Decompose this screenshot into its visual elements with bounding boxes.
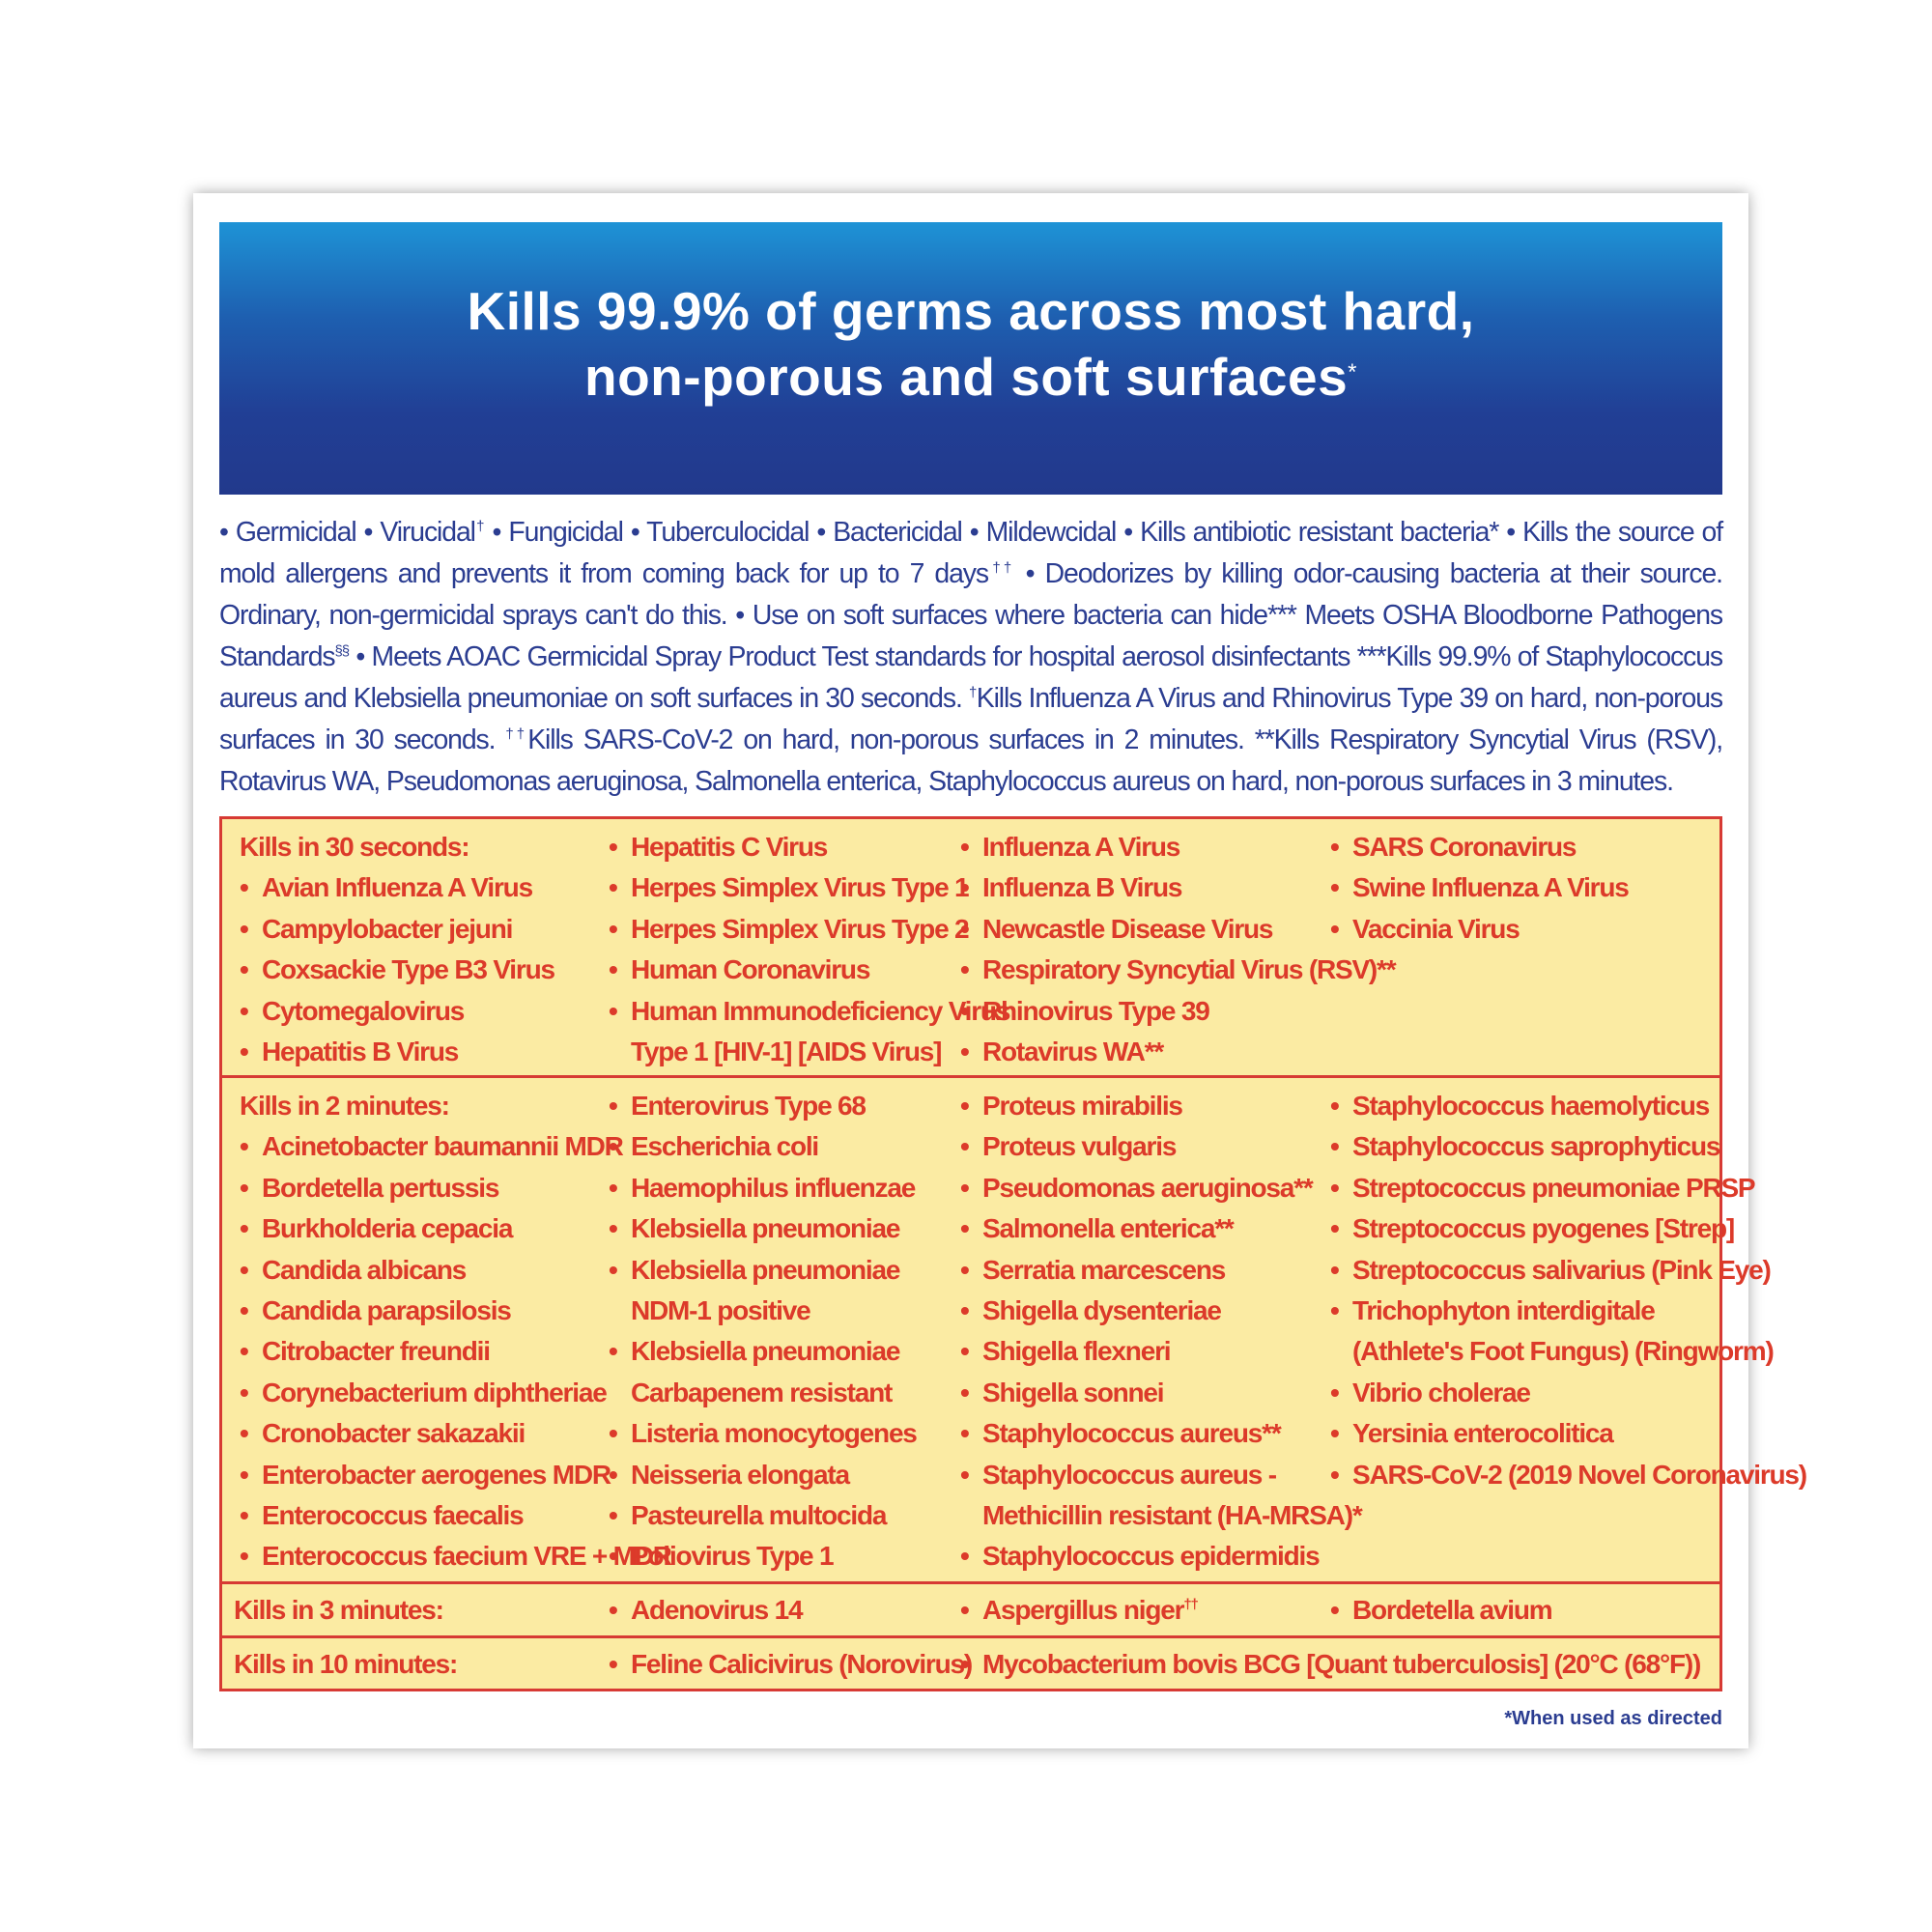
list-item: • Streptococcus pneumoniae PRSP: [1330, 1168, 1806, 1208]
list-item: • Streptococcus salivarius (Pink Eye): [1330, 1250, 1806, 1291]
usage-footnote: *When used as directed: [1504, 1708, 1722, 1729]
list-item: • Staphylococcus saprophyticus: [1330, 1126, 1806, 1167]
list-item: • Streptococcus pyogenes [Strep]: [1330, 1208, 1806, 1249]
column-2: [609, 1086, 917, 1577]
list-item: • Poliovirus Type 1: [609, 1536, 917, 1577]
list-item: • Corynebacterium diphtheriae: [240, 1373, 671, 1413]
claims-paragraph: [219, 512, 1722, 803]
column-2: [609, 827, 1009, 1072]
column-4: [1330, 827, 1629, 950]
list-item-continuation: (Athlete's Foot Fungus) (Ringworm): [1352, 1336, 1774, 1367]
list-item: • SARS-CoV-2 (2019 Novel Coronavirus): [1330, 1455, 1806, 1495]
product-label-panel: [193, 193, 1806, 1748]
claims-mark-4: †: [969, 684, 977, 701]
list-item: • Herpes Simplex Virus Type 2: [609, 909, 1009, 950]
list-item-continuation: Carbapenem resistant: [631, 1377, 893, 1407]
headline-asterisk: *: [1348, 359, 1358, 385]
list-item: • Hepatitis C Virus: [609, 827, 1009, 867]
list-item: • Influenza A Virus: [960, 827, 1395, 867]
column-4: [1330, 1590, 1551, 1631]
column-3: [960, 1644, 1700, 1685]
claims-text-6: Kills SARS-CoV-2 on hard, non-porous surfaces in 2 minutes. **Kills Respiratory Syncytial Virus (RSV), Rotavirus WA, Pseudomonas aeruginosa, Salmonella enterica, Staphylococcus aureus on hard, non-porous surfaces in 3 minutes.: [219, 724, 1722, 797]
list-item: • Human Coronavirus: [609, 950, 1009, 990]
list-item: • Escherichia coli: [609, 1126, 917, 1167]
list-item-continuation: Methicillin resistant (HA-MRSA)*: [982, 1500, 1362, 1531]
list-item: • Enterobacter aerogenes MDR: [240, 1455, 671, 1495]
list-item: • Salmonella enterica**: [960, 1208, 1362, 1249]
list-item: • Citrobacter freundii: [240, 1331, 671, 1372]
list-item: • Enterococcus faecalis: [240, 1495, 671, 1536]
list-item: • Bordetella pertussis: [240, 1168, 671, 1208]
section-header: Kills in 30 seconds:: [240, 832, 469, 862]
claims-text-3: • Deodorizes by killing odor-causing bacteria at their source. Ordinary, non-germicidal sprays can't do this. • Use on soft surfaces where bacteria can hide*** Meets OSHA Bloodborne Pathogens Standards: [219, 558, 1722, 672]
list-item: • Burkholderia cepacia: [240, 1208, 671, 1249]
footnote-mark: ††: [1183, 1596, 1198, 1613]
list-item: • Influenza B Virus: [960, 867, 1395, 908]
list-item: • Campylobacter jejuni: [240, 909, 554, 950]
section-30-seconds: [222, 819, 1719, 1078]
claims-mark-3: §§: [334, 642, 350, 660]
list-item: • Staphylococcus aureus**: [960, 1413, 1362, 1454]
list-item: • Feline Calicivirus (Norovirus): [609, 1644, 972, 1685]
list-item: • Yersinia enterocolitica: [1330, 1413, 1806, 1454]
list-item: • Staphylococcus aureus -: [960, 1455, 1362, 1495]
list-item: • Candida parapsilosis: [240, 1291, 671, 1331]
claims-text-4: • Meets AOAC Germicidal Spray Product Test standards for hospital aerosol disinfectants ***Kills 99.9% of Staphylococcus aureus and Klebsiella pneumoniae on soft surfaces in 30 seconds.: [219, 641, 1722, 714]
list-item: • Enterovirus Type 68: [609, 1086, 917, 1126]
list-item: • Rhinovirus Type 39: [960, 991, 1395, 1032]
list-item: • Rotavirus WA**: [960, 1032, 1395, 1072]
section-2-minutes: [222, 1078, 1806, 1584]
list-item: • Vibrio cholerae: [1330, 1373, 1806, 1413]
headline-banner: [219, 222, 1722, 495]
list-item: • Pseudomonas aeruginosa**: [960, 1168, 1362, 1208]
list-item: • Trichophyton interdigitale: [1330, 1291, 1806, 1331]
list-item: • Shigella flexneri: [960, 1331, 1362, 1372]
claims-text-2: • Fungicidal • Tuberculocidal • Bactericidal • Mildewcidal • Kills antibiotic resistant bacteria* • Kills the source of mold allergens and prevents it from coming back for up to 7 days: [219, 517, 1722, 589]
claims-mark-2: ††: [988, 559, 1015, 577]
section-header: Kills in 3 minutes:: [234, 1595, 443, 1625]
list-item: • Cronobacter sakazakii: [240, 1413, 671, 1454]
list-item: • Respiratory Syncytial Virus (RSV)**: [960, 950, 1395, 990]
list-item: • Haemophilus influenzae: [609, 1168, 917, 1208]
list-item: • Avian Influenza A Virus: [240, 867, 554, 908]
list-item: • Klebsiella pneumoniae: [609, 1208, 917, 1249]
section-header: Kills in 10 minutes:: [234, 1649, 458, 1679]
list-item-text: Aspergillus niger: [982, 1595, 1184, 1625]
list-item: • Bordetella avium: [1330, 1590, 1551, 1631]
list-item: • Herpes Simplex Virus Type 1: [609, 867, 1009, 908]
list-item: • Serratia marcescens: [960, 1250, 1362, 1291]
list-item: • SARS Coronavirus: [1330, 827, 1629, 867]
list-item: • Shigella sonnei: [960, 1373, 1362, 1413]
section-10-minutes: [222, 1638, 1719, 1691]
claims-mark-5: ††: [505, 725, 528, 743]
list-item: • Staphylococcus haemolyticus: [1330, 1086, 1806, 1126]
list-item: • Listeria monocytogenes: [609, 1413, 917, 1454]
list-item: • Enterococcus faecium VRE + MDR: [240, 1536, 671, 1577]
column-3: [960, 1086, 1362, 1577]
list-item-continuation: NDM-1 positive: [631, 1295, 810, 1326]
list-item: • Coxsackie Type B3 Virus: [240, 950, 554, 990]
list-item: • Klebsiella pneumoniae: [609, 1331, 917, 1372]
list-item: • Hepatitis B Virus: [240, 1032, 554, 1072]
list-item: [960, 1590, 1198, 1631]
list-item: • Proteus mirabilis: [960, 1086, 1362, 1126]
list-item: • Klebsiella pneumoniae: [609, 1250, 917, 1291]
list-item: • Newcastle Disease Virus: [960, 909, 1395, 950]
list-item: • Swine Influenza A Virus: [1330, 867, 1629, 908]
list-item: • Cytomegalovirus: [240, 991, 554, 1032]
list-item: • Vaccinia Virus: [1330, 909, 1629, 950]
list-item: • Adenovirus 14: [609, 1590, 802, 1631]
headline-line-1: Kills 99.9% of germs across most hard,: [467, 281, 1475, 341]
list-item: • Proteus vulgaris: [960, 1126, 1362, 1167]
list-item: • Candida albicans: [240, 1250, 671, 1291]
claims-mark-1: †: [474, 518, 485, 535]
list-item: • Mycobacterium bovis BCG [Quant tuberculosis] (20°C (68°F)): [960, 1644, 1700, 1685]
list-item: • Staphylococcus epidermidis: [960, 1536, 1362, 1577]
kill-times-table: [219, 816, 1806, 1691]
list-item: • Pasteurella multocida: [609, 1495, 917, 1536]
section-header: Kills in 2 minutes:: [240, 1091, 449, 1121]
claims-text-5: Kills Influenza A Virus and Rhinovirus Type 39 on hard, non-porous surfaces in 30 seconds.: [219, 683, 1723, 755]
column-4: [1330, 1086, 1806, 1495]
list-item: • Shigella dysenteriae: [960, 1291, 1362, 1331]
claims-text-1: • Germicidal • Virucidal: [219, 517, 475, 548]
headline-title: [343, 278, 1599, 410]
column-2: [609, 1590, 802, 1631]
list-item-continuation: Type 1 [HIV-1] [AIDS Virus]: [631, 1037, 942, 1067]
list-item: • Acinetobacter baumannii MDR: [240, 1126, 671, 1167]
section-3-minutes: [222, 1584, 1719, 1638]
list-item: • Neisseria elongata: [609, 1455, 917, 1495]
headline-line-2: non-porous and soft surfaces: [583, 347, 1349, 407]
column-1: [240, 827, 554, 1072]
column-3: [960, 1590, 1198, 1631]
column-1: [240, 1086, 671, 1577]
column-2: [609, 1644, 972, 1685]
list-item: • Human Immunodeficiency Virus: [609, 991, 1009, 1032]
